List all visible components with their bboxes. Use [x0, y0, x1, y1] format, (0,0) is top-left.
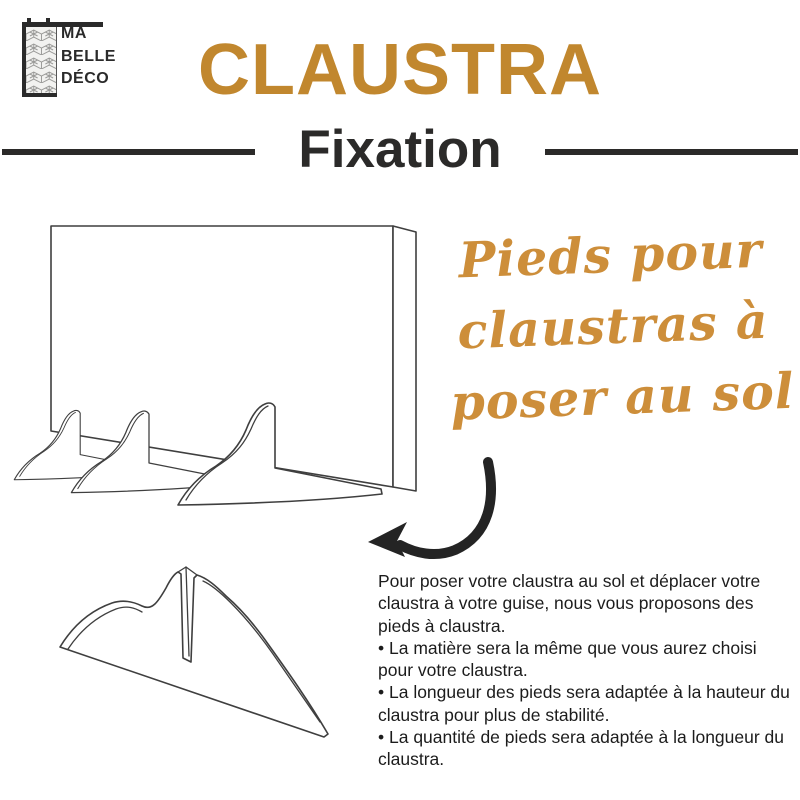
- callout-text: [444, 214, 796, 438]
- description-block: [378, 570, 792, 771]
- description-bullet: • La longueur des pieds sera adaptée à la hauteur du claustra pour plus de stabilité.: [378, 682, 790, 725]
- page-subtitle: Fixation: [298, 120, 502, 179]
- description-bullet: • La matière sera la même que vous aurez choisi pour votre claustra.: [378, 637, 757, 681]
- callout-line: claustras à: [456, 291, 770, 361]
- description-bullet: • La quantité de pieds sera adaptée à la longueur du claustra.: [378, 727, 785, 770]
- brand-name-line: BELLE: [61, 47, 116, 65]
- curved-arrow-icon: [355, 440, 505, 570]
- callout-line: Pieds pour: [457, 220, 764, 290]
- description-paragraph: Pour poser votre claustra au sol et déplacer votre claustra à votre guise, nous vous proposons des pieds à claustra.: [378, 571, 761, 636]
- page-title: CLAUSTRA: [198, 30, 602, 110]
- brand-name-line: MA: [61, 25, 87, 42]
- single-foot-illustration: [40, 550, 360, 770]
- brand-name-line: DÉCO: [61, 70, 110, 87]
- callout-line: poser au sol: [449, 361, 796, 432]
